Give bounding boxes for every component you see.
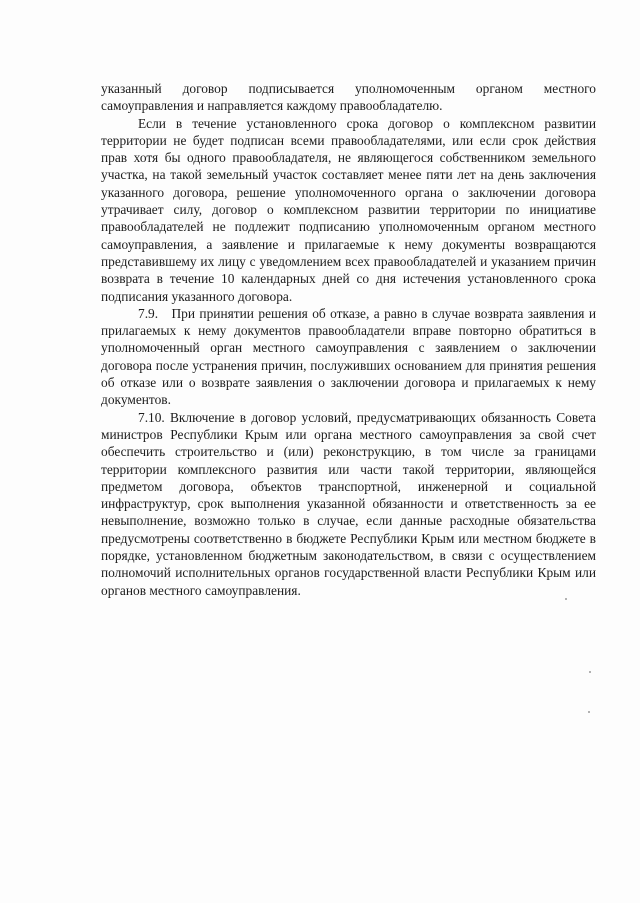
scan-speck (589, 671, 591, 673)
scan-speck (588, 711, 590, 713)
paragraph-7-10: 7.10. Включение в договор условий, предусматривающих обязанность Совета министров Республики Крым или органа местного самоуправления за свой счет обеспечить строительство и (или) реконструкцию, в том числе за границами территории комплексного развития или части такой территории, являющейся предметом договора, объектов транспортной, инженерной и социальной инфраструктур, срок выполнения указанной обязанности и ответственность за ее невыполнение, возможно только в случае, если данные расходные обязательства предусмотрены соответственно в бюджете Республики Крым или местном бюджете в порядке, установленном бюджетным законодательством, в связи с осуществлением полномочий исполнительных органов государственной власти Республики Крым или органов местного самоуправления. (101, 409, 596, 598)
scan-speck (565, 598, 567, 600)
paragraph-7-9: 7.9. При принятии решения об отказе, а равно в случае возврата заявления и прилагаемых к нему документов правообладатели вправе повторно обратиться в уполномоченный орган местного самоуправления с заявлением о заключении договора после устранения причин, послуживших основанием для принятия решения об отказе или о возврате заявления о заключении договора и прилагаемых к нему документов. (101, 305, 596, 408)
document-body (101, 80, 596, 599)
paragraph-signing-deadline: Если в течение установленного срока договор о комплексном развитии территории не будет подписан всеми правообладателями, или если срок действия прав хотя бы одного правообладателя, не являющегося собственником земельного участка, на такой земельный участок составляет менее пяти лет на день заключения указанного договора, решение уполномоченного органа о заключении договора утрачивает силу, договор о комплексном развитии территории по инициативе правообладателей не подлежит подписанию уполномоченным органом местного самоуправления, а заявление и прилагаемые к нему документы возвращаются представившему их лицу с уведомлением всех правообладателей и указанием причин возврата в течение 10 календарных дней со дня истечения установленного срока подписания указанного договора. (101, 115, 596, 304)
paragraph-continuation: указанный договор подписывается уполномоченным органом местного самоуправления и направляется каждому правообладателю. (101, 81, 596, 114)
